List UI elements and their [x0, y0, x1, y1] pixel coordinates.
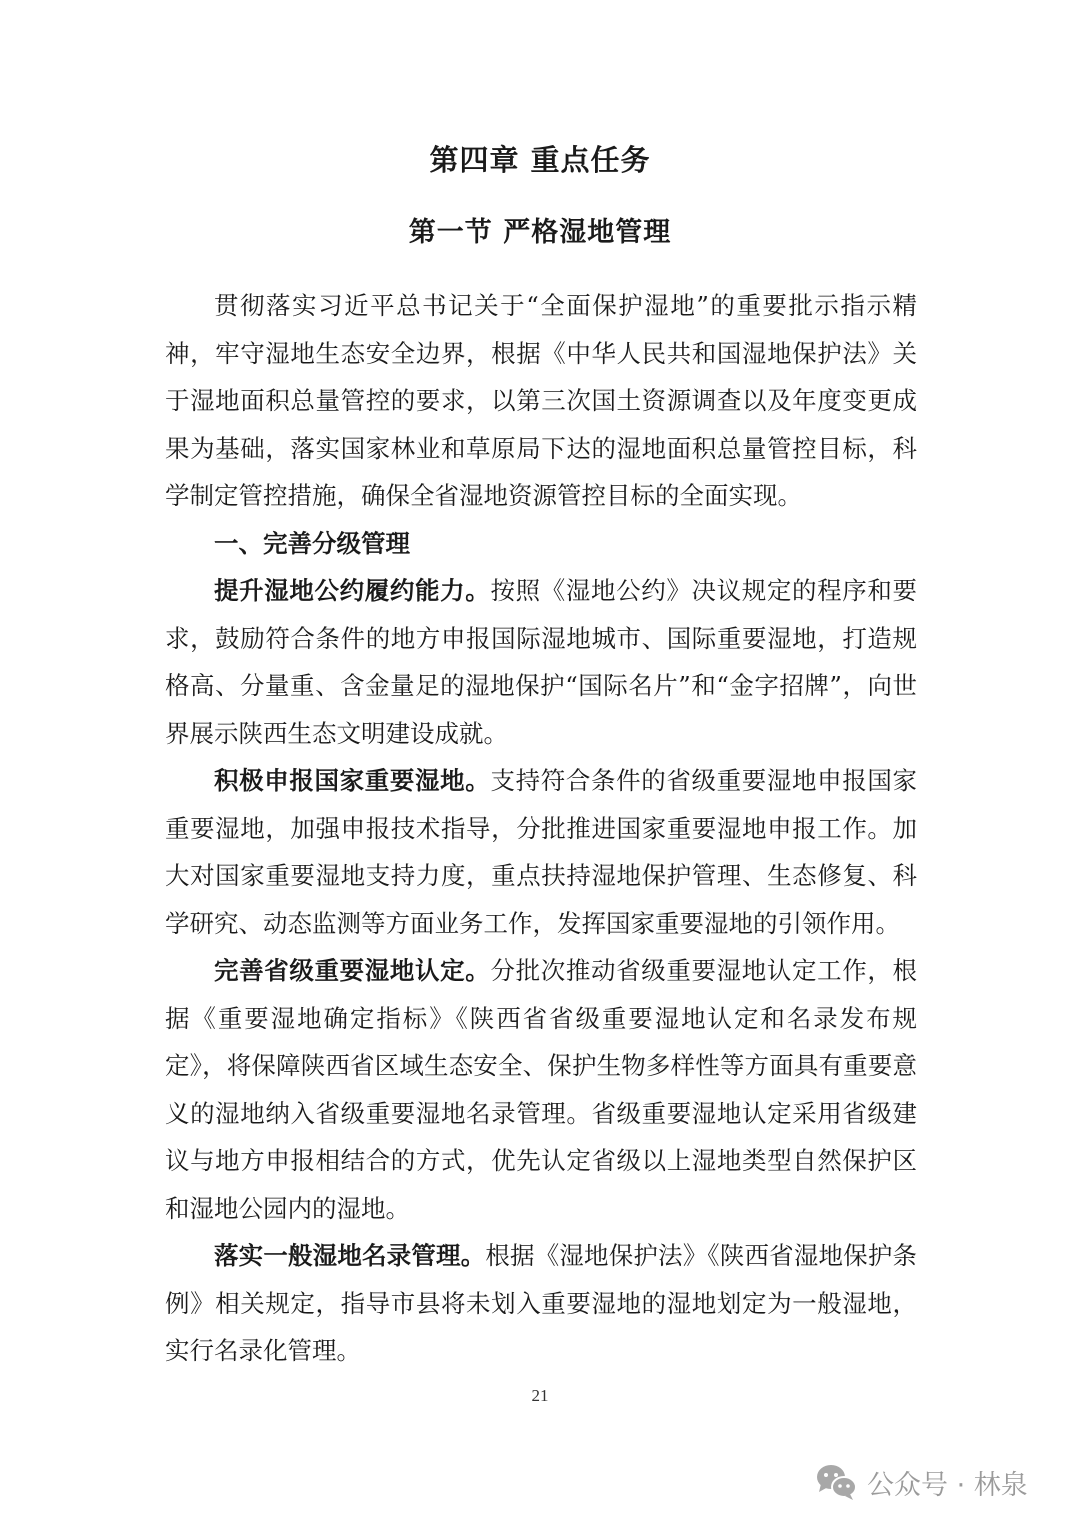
watermark-text: 公众号 · 林泉 [867, 1469, 1028, 1501]
body-text [165, 282, 917, 1375]
paragraph-text: 支持符合条件的省级重要湿地申报国家重要湿地，加强申报技术指导，分批推进国家重要湿地申报工作。加大对国家重要湿地支持力度，重点扶持湿地保护管理、生态修复、科学研究、动态监测等方面业务工作，发挥国家重要湿地的引领作用。 [165, 766, 918, 938]
paragraph-text: 分批次推动省级重要湿地认定工作，根据《重要湿地确定指标》《陕西省省级重要湿地认定和名录发布规定》，将保障陕西省区域生态安全、保护生物多样性等方面具有重要意义的湿地纳入省级重要湿地名录管理。省级重要湿地认定采用省级建议与地方申报相结合的方式，优先认定省级以上湿地类型自然保护区和湿地公园内的湿地。 [165, 956, 918, 1223]
paragraph-national-wetlands [165, 757, 917, 947]
paragraph-lead: 完善省级重要湿地认定。 [214, 956, 491, 985]
paragraph-lead: 提升湿地公约履约能力。 [214, 576, 491, 605]
subheading: 一、完善分级管理 [214, 528, 410, 558]
section-title: 第一节 严格湿地管理 [408, 217, 672, 248]
intro-paragraph: 贯彻落实习近平总书记关于“全面保护湿地”的重要批示指示精神，牢守湿地生态安全边界，根据《中华人民共和国湿地保护法》关于湿地面积总量管控的要求，以第三次国土资源调查以及年度变更成果为基础，落实国家林业和草原局下达的湿地面积总量管控目标，科学制定管控措施，确保全省湿地资源管控目标的全面实现。 [165, 291, 917, 510]
paragraph-lead: 积极申报国家重要湿地。 [214, 766, 491, 795]
chapter-title: 第四章 重点任务 [429, 143, 651, 177]
paragraph-text: 根据《湿地保护法》《陕西省湿地保护条例》相关规定，指导市县将未划入重要湿地的湿地划定为一般湿地，实行名录化管理。 [165, 1241, 918, 1365]
paragraph-lead: 落实一般湿地名录管理。 [214, 1241, 486, 1270]
wechat-icon [815, 1462, 859, 1502]
paragraph-provincial-wetlands [165, 947, 917, 1232]
paragraph-general-wetlands [165, 1232, 917, 1375]
paragraph-text: 按照《湿地公约》决议规定的程序和要求，鼓励符合条件的地方申报国际湿地城市、国际重要湿地，打造规格高、分量重、含金量足的湿地保护“国际名片”和“金字招牌”，向世界展示陕西生态文明建设成就。 [165, 576, 918, 748]
watermark [815, 1462, 1028, 1502]
paragraph-international-convention [165, 567, 917, 757]
page-number: 21 [531, 1386, 549, 1405]
